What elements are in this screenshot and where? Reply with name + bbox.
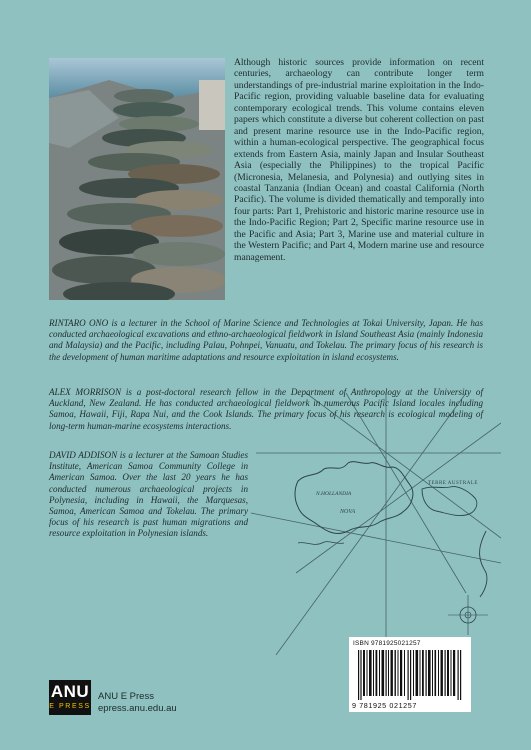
publisher-info — [98, 691, 177, 715]
isbn-barcode — [349, 637, 471, 712]
author-bio-addison: DAVID ADDISON is a lecturer at the Samoan Studies Institute, American Samoa Community College in American Samoa. Over the last 20 years he has conducted numerous archaeological projects in Polynesia, including in Hawaii, the Marquesas, Samoa, American Samoa and Tokelau. The primary focus of his research is past human migrations and resource exploitation in Polynesian islands. — [49, 450, 248, 539]
logo-sub-text: E PRESS — [49, 703, 91, 710]
isbn-label: ISBN 9781925021257 — [353, 640, 421, 647]
map-label-nova: NOVA — [340, 509, 356, 515]
map-label-hollandia: N.HOLLANDIA — [316, 491, 352, 497]
map-label-terre-australe: TERRE AUSTRALE — [428, 481, 478, 486]
book-summary: Although historic sources provide information on recent centuries, archaeology can contribute longer term understandings of pre-industrial marine exploitation in the Indo-Pacific region, providing valuable baseline data for evaluating contemporary ecological trends. This volume contains eleven papers which constitute a diverse but coherent collection on past and present marine resource use in the Indo-Pacific region, within a human-ecological perspective. The geographical focus extends from Eastern Asia, mainly Japan and Insular Southeast Asia (especially the Philippines) to the tropical Pacific (Micronesia, Melanesia, and Polynesia) and outlying sites in coastal Tanzania (Indian Ocean) and coastal California (North Pacific). The volume is divided thematically and temporally into four parts: Part 1, Prehistoric and historic marine resource use in the Indo-Pacific Region; Part 2, Specific marine resource use in the Pacific and Asia; Part 3, Marine use and material culture in the Western Pacific; and Part 4, Modern marine use and resource management. — [234, 57, 484, 263]
antique-map-illustration — [236, 393, 501, 655]
author-bio-ono: RINTARO ONO is a lecturer in the School of Marine Science and Technologies at Tokai University, Japan. He has conducted archaeological excavations and ethno-archaeological fieldwork in Island Southeast Asia (mainly Indonesia and Malaysia) and the Pacific, including Palau, Pohnpei, Vanuatu, and Tokelau. The primary focus of his research is the development of human maritime adaptations and resource exploitation in island ecosystems. — [49, 318, 483, 362]
anu-epress-logo — [49, 680, 91, 715]
cover-photo-fish — [49, 58, 225, 300]
isbn-digits: 9 781925 021257 — [352, 701, 417, 710]
author-bio-morrison: ALEX MORRISON is a post-doctoral research fellow in the Department of Anthropology at the University of Auckland, New Zealand. He has conducted archaeological fieldwork in numerous Pacific Island locales including Samoa, Hawaii, Fiji, Rapa Nui, and the Cook Islands. The primary focus of his research is ecological modeling of long-term human-marine ecosystems interactions. — [49, 387, 483, 431]
logo-main-text: ANU — [50, 682, 90, 701]
barcode-bars — [358, 650, 462, 700]
publisher-url[interactable]: epress.anu.edu.au — [98, 703, 177, 714]
publisher-name: ANU E Press — [98, 691, 154, 702]
